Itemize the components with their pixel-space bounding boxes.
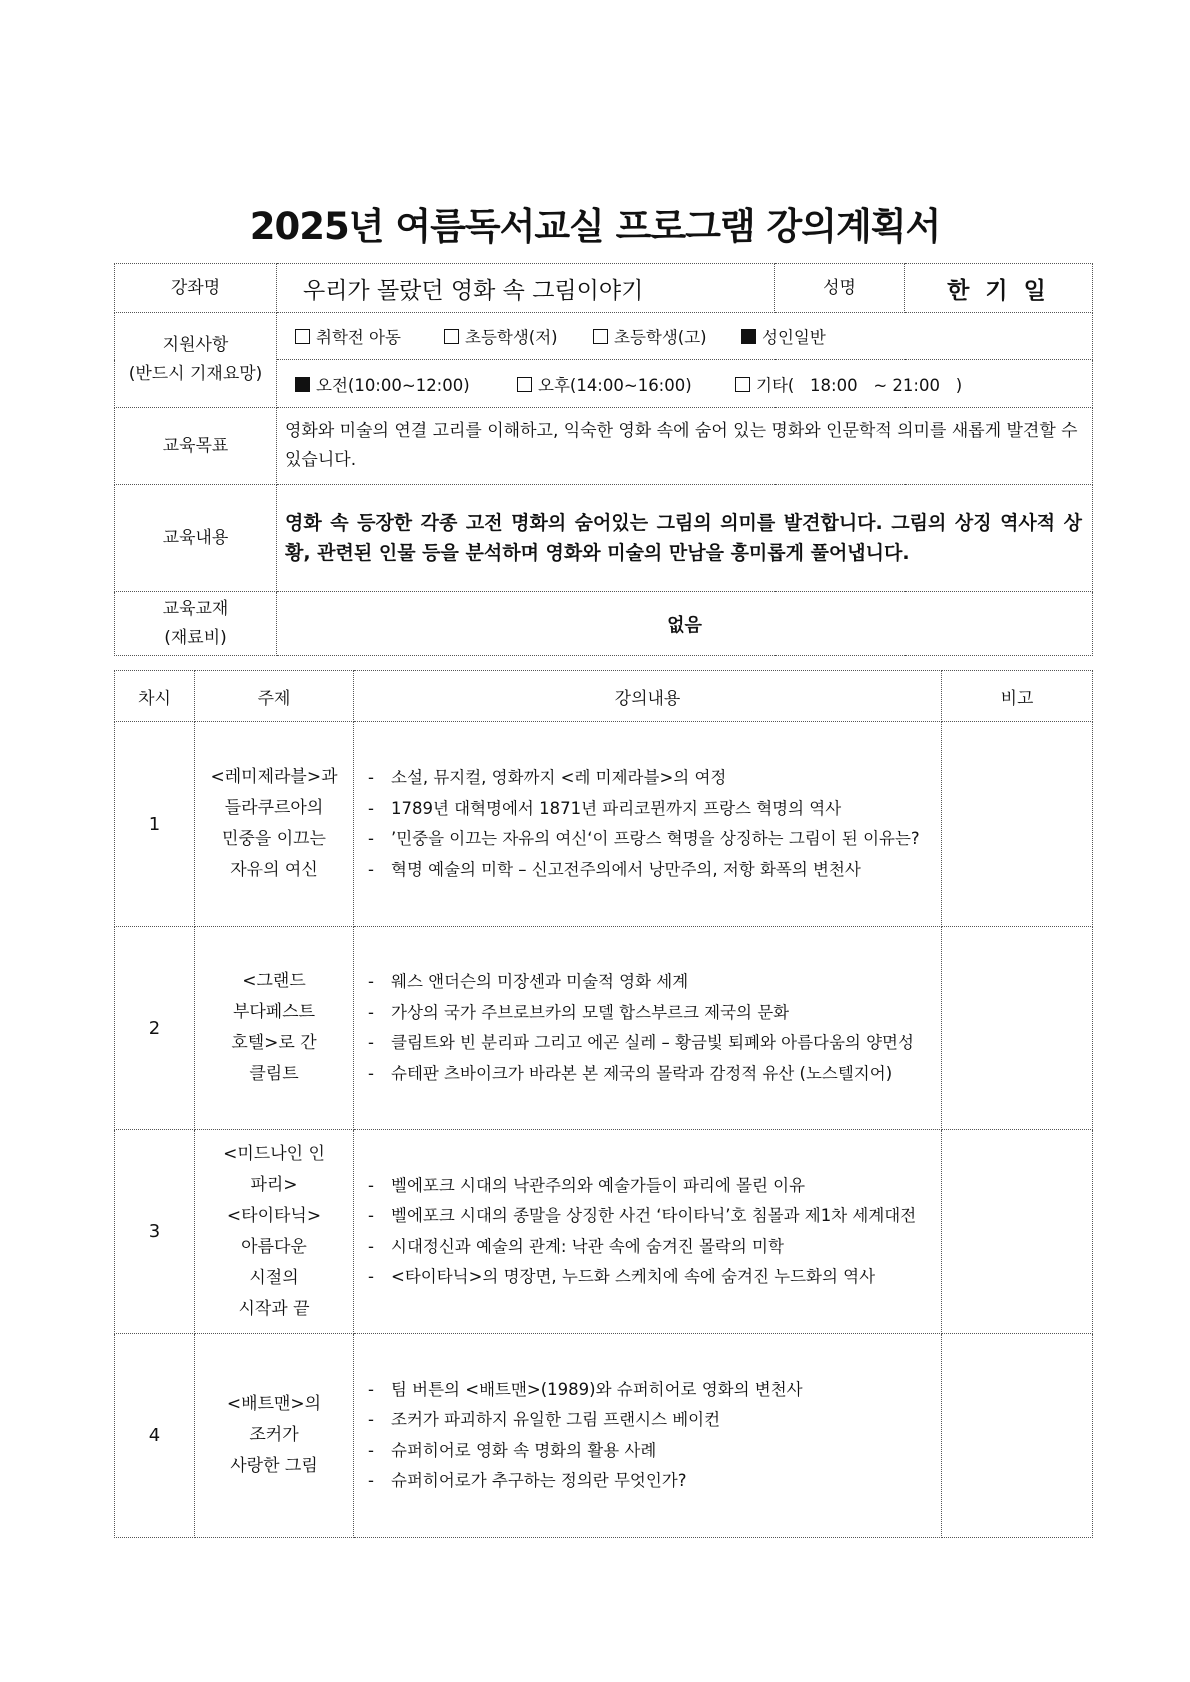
- audience-option[interactable]: [593, 324, 741, 348]
- session-note: [942, 1334, 1093, 1538]
- session-topic: [195, 927, 354, 1130]
- header-session: 차시: [115, 671, 195, 722]
- topic-line: 시작과 끝: [238, 1298, 310, 1319]
- topic-line: 부다페스트: [232, 1002, 316, 1022]
- checkbox-icon[interactable]: [295, 329, 310, 344]
- time-option[interactable]: [295, 372, 517, 396]
- content-list: [368, 1171, 931, 1293]
- lecture-row: [115, 1334, 1093, 1538]
- time-option[interactable]: [735, 372, 962, 396]
- time-option-label: 오후(14:00~16:00): [538, 375, 692, 395]
- time-option-label: 오전(10:00~12:00): [316, 375, 470, 395]
- checkbox-icon[interactable]: [735, 377, 750, 392]
- content-list: [368, 967, 931, 1089]
- lecture-row: [115, 1130, 1093, 1334]
- content-item: - 클림트와 빈 분리파 그리고 에곤 실레 – 황금빛 퇴폐와 아름다움의 양면성: [368, 1028, 931, 1059]
- content-item: - 소설, 뮤지컬, 영화까지 <레 미제라블>의 여정: [368, 763, 931, 794]
- checkbox-icon[interactable]: [517, 377, 532, 392]
- session-number: 1: [115, 722, 195, 927]
- time-option-label: 기타( 18:00 ~ 21:00 ): [756, 375, 963, 395]
- content-item: - ’민중을 이끄는 자유의 여신‘이 프랑스 혁명을 상징하는 그림이 된 이유는?: [368, 824, 931, 855]
- content-item: - <타이타닉>의 명장면, 누드화 스케치에 속에 숨겨진 누드화의 역사: [368, 1262, 931, 1293]
- content-label: 교육내용: [115, 485, 277, 592]
- lecture-row: [115, 722, 1093, 927]
- instructor-name: 한 기 일: [905, 264, 1093, 313]
- time-options: [277, 360, 1093, 408]
- instructor-name-label: 성명: [775, 264, 905, 313]
- audience-option[interactable]: [295, 324, 444, 348]
- topic-line: <레미제라블>과: [210, 767, 338, 787]
- checkbox-icon[interactable]: [444, 329, 459, 344]
- content-item: - 슈퍼히어로 영화 속 명화의 활용 사례: [368, 1436, 931, 1467]
- content-list: [368, 1375, 931, 1497]
- support-label: [115, 313, 277, 408]
- session-content: [354, 927, 942, 1130]
- topic-line: 호텔>로 간: [231, 1033, 317, 1053]
- topic-line: 사랑한 그림: [230, 1456, 318, 1476]
- topic-line: 들라쿠르아의: [224, 798, 324, 818]
- content-item: - 벨에포크 시대의 종말을 상징한 사건 ‘타이타닉’호 침몰과 제1차 세계대전: [368, 1201, 931, 1232]
- material-value: 없음: [277, 592, 1093, 656]
- support-label-note: (반드시 기재요망): [128, 364, 263, 384]
- time-option[interactable]: [517, 372, 735, 396]
- content-list: [368, 763, 931, 885]
- header-content: 강의내용: [354, 671, 942, 722]
- content-item: - 벨에포크 시대의 낙관주의와 예술가들이 파리에 몰린 이유: [368, 1171, 931, 1202]
- audience-option[interactable]: [741, 324, 826, 348]
- checkbox-checked-icon[interactable]: [295, 377, 310, 392]
- lecture-plan-table: [114, 670, 1093, 1538]
- session-number: 4: [115, 1334, 195, 1538]
- content-item: - 1789년 대혁명에서 1871년 파리코뮌까지 프랑스 혁명의 역사: [368, 794, 931, 825]
- content-item: - 조커가 파괴하지 유일한 그림 프랜시스 베이컨: [368, 1405, 931, 1436]
- content-item: - 시대정신과 예술의 관계: 낙관 속에 숨겨진 몰락의 미학: [368, 1232, 931, 1263]
- session-content: [354, 1130, 942, 1334]
- content-item: - 슈퍼히어로가 추구하는 정의란 무엇인가?: [368, 1466, 931, 1497]
- topic-line: <배트맨>의: [226, 1394, 322, 1414]
- topic-line: <타이타닉>: [226, 1205, 322, 1226]
- content-item: - 웨스 앤더슨의 미장센과 미술적 영화 세계: [368, 967, 931, 998]
- checkbox-checked-icon[interactable]: [741, 329, 756, 344]
- course-name-label: 강좌명: [115, 264, 277, 313]
- topic-line: 시절의: [249, 1267, 299, 1288]
- topic-line: 민중을 이끄는: [222, 829, 326, 849]
- topic-line: 조커가: [249, 1425, 299, 1445]
- header-topic: 주제: [195, 671, 354, 722]
- checkbox-icon[interactable]: [593, 329, 608, 344]
- topic-line: 클림트: [249, 1064, 299, 1084]
- lecture-header-row: [115, 671, 1093, 722]
- session-number: 2: [115, 927, 195, 1130]
- session-content: [354, 1334, 942, 1538]
- topic-line: 자유의 여신: [230, 860, 318, 880]
- header-note: 비고: [942, 671, 1093, 722]
- goal-text: 영화와 미술의 연결 고리를 이해하고, 익숙한 영화 속에 숨어 있는 명화와 인문학적 의미를 새롭게 발견할 수 있습니다.: [277, 408, 1093, 485]
- material-label-note: (재료비): [164, 627, 227, 648]
- page-title: 2025년 여름독서교실 프로그램 강의계획서: [249, 205, 941, 248]
- course-info-table: [114, 263, 1093, 656]
- session-note: [942, 722, 1093, 927]
- session-topic: [195, 1334, 354, 1538]
- topic-line: 아름다운: [241, 1236, 307, 1257]
- audience-option-label: 취학전 아동: [316, 328, 401, 347]
- audience-option[interactable]: [444, 324, 593, 348]
- audience-option-label: 성인일반: [762, 328, 826, 347]
- session-note: [942, 927, 1093, 1130]
- session-note: [942, 1130, 1093, 1334]
- material-label-main: 교육교재: [162, 598, 229, 619]
- audience-options: [277, 313, 1093, 360]
- lecture-row: [115, 927, 1093, 1130]
- topic-line: 파리>: [250, 1174, 298, 1195]
- audience-option-label: 초등학생(저): [465, 328, 558, 347]
- support-label-main: 지원사항: [162, 335, 229, 355]
- course-title: 우리가 몰랐던 영화 속 그림이야기: [277, 264, 775, 313]
- topic-line: <그랜드: [242, 971, 306, 991]
- content-item: - 가상의 국가 주브로브카의 모델 합스부르크 제국의 문화: [368, 998, 931, 1029]
- session-topic: [195, 722, 354, 927]
- session-content: [354, 722, 942, 927]
- session-number: 3: [115, 1130, 195, 1334]
- content-item: - 혁명 예술의 미학 – 신고전주의에서 낭만주의, 저항 화폭의 변천사: [368, 855, 931, 886]
- content-item: - 슈테판 츠바이크가 바라본 본 제국의 몰락과 감정적 유산 (노스텔지어): [368, 1059, 931, 1090]
- goal-label: 교육목표: [115, 408, 277, 485]
- session-topic: [195, 1130, 354, 1334]
- audience-option-label: 초등학생(고): [614, 328, 707, 347]
- content-text: 영화 속 등장한 각종 고전 명화의 숨어있는 그림의 의미를 발견합니다. 그림의 상징 역사적 상황, 관련된 인물 등을 분석하며 영화와 미술의 만남을 흥미롭게 풀어냅니다.: [277, 485, 1093, 592]
- content-item: - 팀 버튼의 <배트맨>(1989)와 슈퍼히어로 영화의 변천사: [368, 1375, 931, 1406]
- topic-line: <미드나인 인: [223, 1143, 325, 1164]
- material-label: [115, 592, 277, 656]
